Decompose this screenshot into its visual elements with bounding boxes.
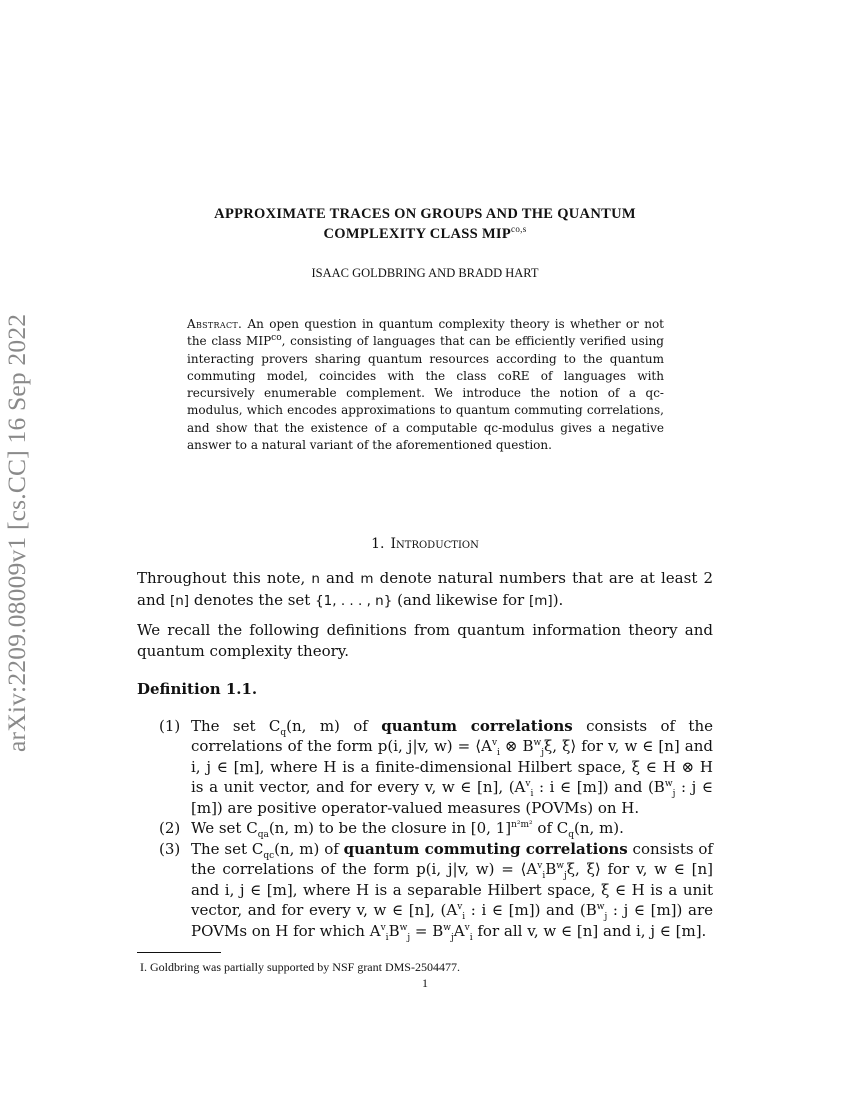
- footnote: I. Goldbring was partially supported by NSF grant DMS-2504477.: [140, 960, 460, 974]
- paper-title: [140, 204, 710, 244]
- paragraph-2: We recall the following definitions from quantum information theory and quantum complexity theory.: [137, 621, 713, 660]
- definition-list: [137, 716, 713, 942]
- abstract: Abstract. An open question in quantum complexity theory is whether or not the class $MIP^{co}$, consisting of languages that can be efficiently verified using interacting provers sharing quantum resources according to the quantum commuting model, coincides with the class coRE of languages with recursively enumerable complement. We introduce the notion of a qc-modulus, which encodes approximations to quantum commuting correlations, and show that the existence of a computable qc-modulus gives a negative answer to a natural variant of the aforementioned question.: [187, 317, 664, 453]
- authors: ISAAC GOLDBRING AND BRADD HART: [311, 266, 539, 280]
- definition-item-2: (2) We set $C_{qa}(n$, m) to be the closure in [0, 1]$^{n^2m^2}$ of $C_q(n$, m).: [159, 819, 624, 840]
- section-name: Introduction: [390, 536, 479, 552]
- footnote-rule: [137, 952, 221, 953]
- paragraph-1: Throughout this note, n and m denote natural numbers that are at least 2 and [n] denotes the set {1, . . . , n} (and likewise for [m]).: [137, 569, 713, 609]
- title-line-1: APPROXIMATE TRACES ON GROUPS AND THE QUANTUM: [214, 206, 636, 222]
- section-number: 1.: [371, 536, 385, 552]
- title-line-2: COMPLEXITY CLASS $MIP^{co,s}$: [323, 224, 527, 242]
- definition-item-3: (3) The set $C_{qc}(n$, m) of quantum commuting correlations consists of the correlations of the form p(i, j|v, $w) = ⟨A^v_iB^w_j\xi$, ξ⟩ for v, w ∈ [n] and i, j ∈ [m], where H is a separable Hilbert space, ξ ∈ H is a unit vector, and for every v, w ∈ [n], ($A^v_i$ : i ∈ [m]) and ($B^w_j$ : j ∈ [m]) are POVMs on H for which $A^v_iB^w_j = B^w_jA^v_i$ for all v, w ∈ [n] and i, j ∈ [m].: [159, 839, 713, 943]
- definition-item-1: (1) The set $C_q(n$, m) of quantum correlations consists of the correlations of the form p(i, j|v, $w) = ⟨A^v_i$ ⊗ $B^w_j\xi$, ξ⟩ for v, w ∈ [n] and i, j ∈ [m], where H is a finite-dimensional Hilbert space, ξ ∈ H ⊗ H is a unit vector, and for every v, w ∈ [n], ($A^v_i$ : i ∈ [m]) and ($B^w_j$ : j ∈ [m]) are positive operator-valued measures (POVMs) on H.: [159, 716, 713, 817]
- section-heading: [140, 536, 710, 552]
- body-text: [137, 568, 713, 941]
- arxiv-side-stamp[interactable]: arXiv:2209.08009v1 [cs.CC] 16 Sep 2022: [2, 313, 31, 752]
- definition-label: Definition 1.1.: [137, 680, 258, 698]
- page-number: 1: [422, 976, 428, 990]
- abstract-label: Abstract.: [187, 317, 243, 331]
